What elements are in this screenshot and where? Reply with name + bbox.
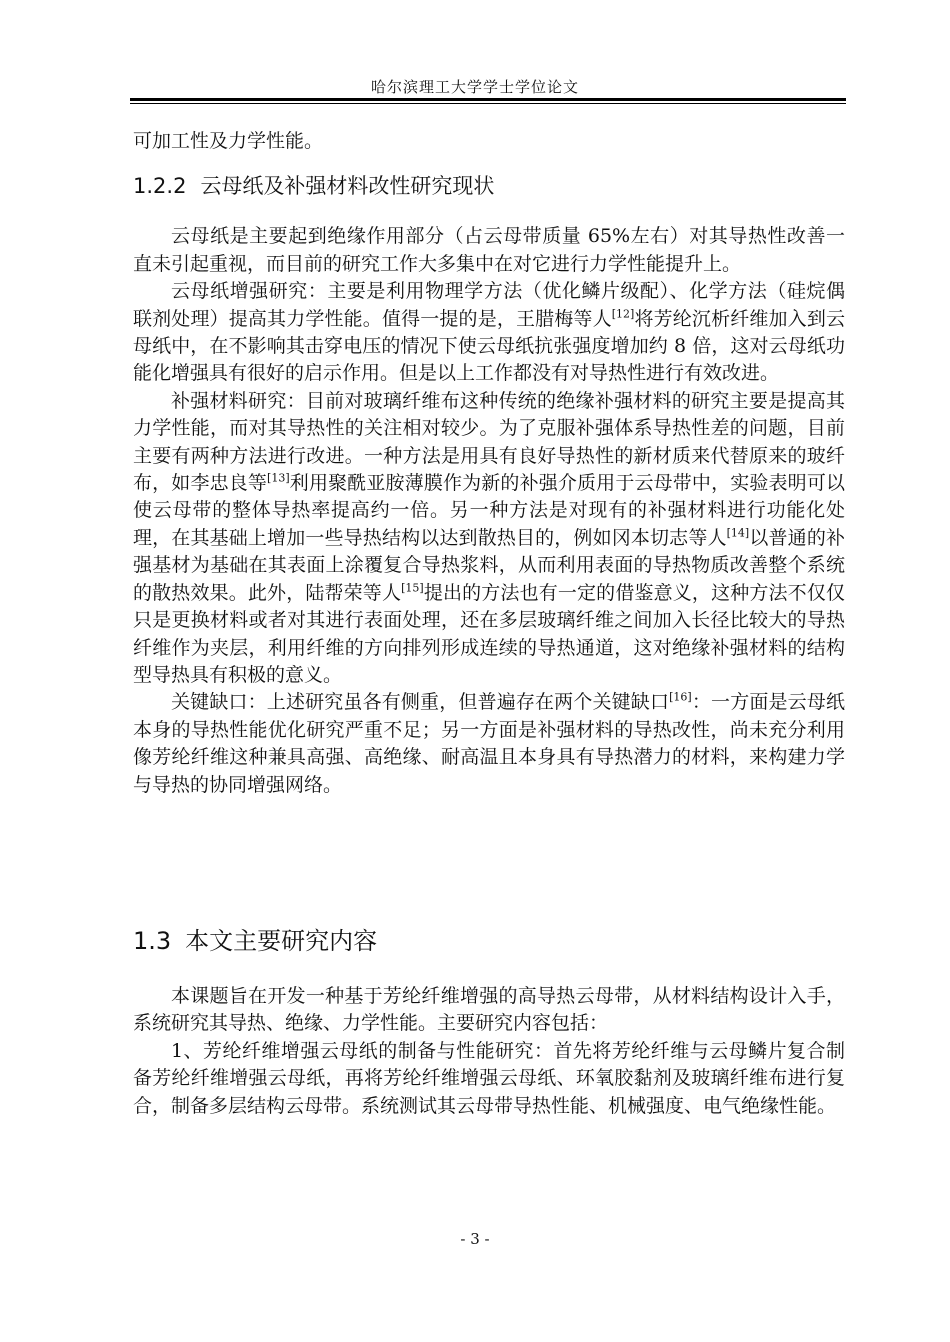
citation-ref: [14] [726, 526, 750, 540]
page-number: - 3 - [460, 1230, 490, 1248]
paragraph [133, 388, 845, 689]
paragraph: 云母纸是主要起到绝缘作用部分（占云母带质量 65%左右）对其导热性改善一直未引起重视，而目前的研究工作大多集中在对它进行力学性能提升上。 [133, 225, 845, 275]
header-rule-thin [130, 103, 846, 104]
paragraph-text: 关键缺口：上述研究虽各有侧重，但普遍存在两个关键缺口 [171, 691, 670, 714]
paragraph [133, 689, 845, 799]
citation-ref: [13] [267, 471, 290, 485]
paragraph [133, 278, 845, 388]
paragraph-text: 提出的方法也有一定的借鉴意义，这种方法不仅仅只是更换材料或者对其进行表面处理，还在多层玻璃纤维之间加入长径比较大的导热纤维作为夹层，利用纤维的方向排列形成连续的导热通道，这对绝缘补强材料的结构型导热具有积极的意义。 [133, 581, 845, 686]
page-body [133, 128, 845, 1120]
section-title: 本文主要研究内容 [185, 926, 378, 955]
section-number: 1.3 [133, 926, 172, 955]
header-title: 哈尔滨理工大学学士学位论文 [370, 78, 579, 96]
section-heading-1-2-2 [133, 171, 845, 201]
section-number: 1.2.2 [133, 174, 187, 199]
section-heading-1-3 [133, 923, 845, 959]
paragraph: 1、芳纶纤维增强云母纸的制备与性能研究：首先将芳纶纤维与云母鳞片复合制备芳纶纤维增强云母纸，再将芳纶纤维增强云母纸、环氧胶黏剂及玻璃纤维布进行复合，制备多层结构云母带。系统测试其云母带导热性能、机械强度、电气绝缘性能。 [133, 1039, 845, 1117]
header-rule-thick [130, 98, 846, 101]
citation-ref: [12] [611, 307, 635, 321]
section-title: 云母纸及补强材料改性研究现状 [200, 174, 495, 199]
paragraph-text: 云母纸增强研究：主要是利用物理学方法（优化鳞片级配）、化学方法（硅烷偶联剂处理）提高其力学性能。值得一提的是，王腊梅等人 [133, 280, 845, 330]
paragraph-text: ：一方面是云母纸本身的导热性能优化研究严重不足；另一方面是补强材料的导热改性，尚未充分利用像芳纶纤维这种兼具高强、高绝缘、耐高温且本身具有导热潜力的材料，来构建力学与导热的协同增强网络。 [133, 691, 845, 796]
paragraph: 本课题旨在开发一种基于芳纶纤维增强的高导热云母带，从材料结构设计入手，系统研究其导热、绝缘、力学性能。主要研究内容包括： [133, 984, 845, 1035]
lead-line: 可加工性及力学性能。 [133, 130, 324, 152]
citation-ref: [16] [669, 690, 692, 704]
paragraph-text: 补强材料研究：目前对玻璃纤维布这种传统的绝缘补强材料的研究主要是提高其力学性能，而对其导热性的关注相对较少。为了克服补强体系导热性差的问题，目前主要有两种方法进行改进。一种方法是用具有良好导热性的新材质来代替原来的玻纤布，如李忠良等 [133, 389, 845, 495]
paragraph-text: 将芳纶沉析纤维加入到云母纸中，在不影响其击穿电压的情况下使云母纸抗张强度增加约 8 倍，这对云母纸功能化增强具有很好的启示作用。但是以上工作都没有对导热性进行有效改进。 [133, 307, 845, 385]
paragraph-text: 利用聚酰亚胺薄膜作为新的补强介质用于云母带中，实验表明可以使云母带的整体导热率提高约一倍。另一种方法是对现有的补强材料进行功能化处理，在其基础上增加一些导热结构以达到散热目的，例如冈本切志等人 [133, 472, 845, 549]
paragraph-text: 以普通的补强基材为基础在其表面上涂覆复合导热浆料，从而利用表面的导热物质改善整个系统的散热效果。此外，陆帮荣等人 [133, 526, 845, 604]
citation-ref: [15] [401, 581, 424, 595]
